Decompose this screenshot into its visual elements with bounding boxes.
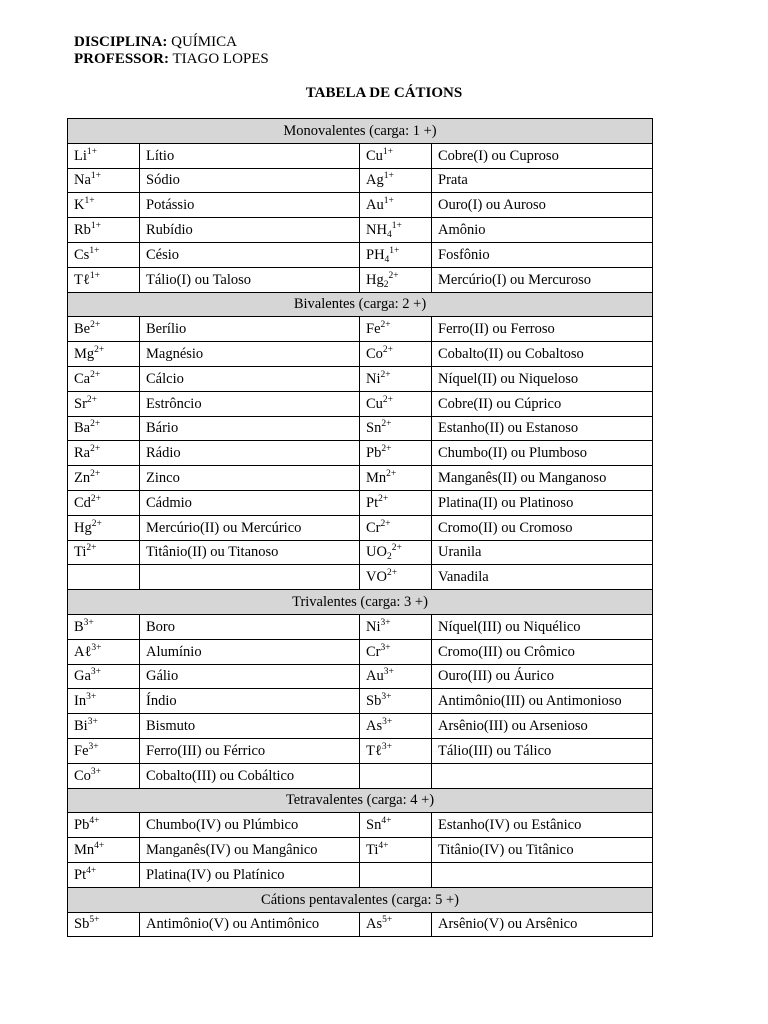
charge-superscript: 2+ [90, 320, 101, 331]
symbol-text: Pb [366, 445, 382, 462]
cation-name: Tálio(I) ou Taloso [140, 267, 360, 292]
discipline-label: DISCIPLINA: [74, 34, 168, 50]
group-header-row [68, 119, 653, 144]
symbol-text: Fe [74, 742, 89, 759]
table-row [68, 565, 653, 590]
charge-superscript: 2+ [90, 493, 102, 504]
cation-symbol [360, 416, 432, 441]
charge-superscript: 5+ [89, 915, 100, 926]
symbol-subscript: 2 [383, 279, 389, 290]
cation-name: Antimônio(V) ou Antimônico [140, 912, 360, 937]
cation-symbol [68, 466, 140, 491]
charge-superscript: 3+ [380, 642, 391, 653]
cation-symbol [68, 193, 140, 218]
cation-symbol [360, 242, 432, 267]
cation-symbol [68, 912, 140, 937]
cation-symbol [68, 738, 140, 763]
charge-superscript: 3+ [381, 741, 392, 752]
cation-name: Chumbo(II) ou Plumboso [432, 441, 653, 466]
charge-superscript: 5+ [382, 915, 393, 926]
charge-superscript: 2+ [386, 568, 398, 579]
cation-symbol [68, 838, 140, 863]
cation-name: Bismuto [140, 714, 360, 739]
symbol-text: Ca [74, 370, 91, 387]
charge-superscript: 3+ [87, 717, 98, 728]
cation-symbol [360, 490, 432, 515]
cation-symbol [360, 342, 432, 367]
symbol-text: Tℓ [74, 271, 90, 288]
cation-symbol [68, 168, 140, 193]
document-header [74, 34, 269, 68]
charge-superscript: 2+ [391, 543, 402, 554]
cation-name: Estanho(IV) ou Estânico [432, 813, 653, 838]
symbol-text: PH [366, 246, 385, 263]
cation-symbol [68, 342, 140, 367]
symbol-text: As [366, 916, 383, 933]
symbol-text: Mg [74, 346, 95, 363]
charge-superscript: 2+ [380, 518, 391, 529]
symbol-text: K [74, 197, 85, 214]
charge-superscript: 3+ [88, 741, 99, 752]
group-header-row [68, 788, 653, 813]
symbol-text: Be [74, 321, 91, 338]
symbol-text: Na [74, 172, 91, 189]
cation-name: Ferro(III) ou Férrico [140, 738, 360, 763]
cation-name: Mercúrio(I) ou Mercuroso [432, 267, 653, 292]
symbol-text: Co [74, 767, 91, 784]
symbol-text: Ni [366, 370, 381, 387]
charge-superscript: 1+ [383, 196, 394, 207]
cation-name: Vanadila [432, 565, 653, 590]
cation-symbol [360, 466, 432, 491]
symbol-text: Cr [366, 519, 381, 536]
symbol-text: NH [366, 222, 387, 239]
cation-symbol [68, 490, 140, 515]
table-row [68, 193, 653, 218]
charge-superscript: 1+ [89, 270, 100, 281]
cation-name: Arsênio(III) ou Arsenioso [432, 714, 653, 739]
symbol-text: Sb [74, 916, 90, 933]
cation-name: Estanho(II) ou Estanoso [432, 416, 653, 441]
charge-superscript: 4+ [86, 865, 97, 876]
charge-superscript: 2+ [90, 444, 101, 455]
cation-symbol [68, 416, 140, 441]
page-title: TABELA DE CÁTIONS [305, 85, 463, 101]
charge-superscript: 1+ [84, 196, 95, 207]
cation-symbol [360, 391, 432, 416]
symbol-text: Aℓ [74, 643, 92, 660]
table-row [68, 416, 653, 441]
table-row [68, 366, 653, 391]
symbol-text: Au [366, 668, 384, 685]
cations-table-body [68, 119, 653, 937]
group-header-row [68, 590, 653, 615]
charge-superscript: 3+ [86, 692, 97, 703]
discipline-line [74, 34, 269, 51]
cation-name: Cobre(II) ou Cúprico [432, 391, 653, 416]
charge-superscript: 3+ [383, 667, 394, 678]
charge-superscript: 2+ [94, 345, 105, 356]
symbol-text: Cr [366, 643, 381, 660]
charge-superscript: 2+ [382, 394, 394, 405]
symbol-text: Ba [74, 420, 91, 437]
charge-superscript: 3+ [90, 766, 102, 777]
cation-name: Cobalto(II) ou Cobaltoso [432, 342, 653, 367]
cation-name: Cálcio [140, 366, 360, 391]
symbol-text: Sn [366, 420, 382, 437]
table-row [68, 763, 653, 788]
cation-name: Gálio [140, 664, 360, 689]
cation-name: Cobre(I) ou Cuproso [432, 143, 653, 168]
symbol-text: Ti [74, 544, 87, 561]
cation-symbol [360, 218, 432, 243]
cations-table [67, 118, 653, 937]
charge-superscript: 2+ [90, 419, 101, 430]
charge-superscript: 2+ [386, 469, 397, 480]
cation-symbol [68, 267, 140, 292]
cation-symbol [68, 813, 140, 838]
symbol-text: Tℓ [366, 742, 382, 759]
cation-name: Titânio(IV) ou Titânico [432, 838, 653, 863]
cation-symbol [68, 639, 140, 664]
symbol-text: Pt [366, 494, 379, 511]
table-row [68, 168, 653, 193]
symbol-text: B [74, 618, 84, 635]
charge-superscript: 2+ [380, 320, 391, 331]
cation-name: Platina(IV) ou Platínico [140, 862, 360, 887]
symbol-text: Ga [74, 668, 91, 685]
symbol-text: Hg [366, 271, 384, 288]
cation-name: Tálio(III) ou Tálico [432, 738, 653, 763]
cation-symbol [360, 267, 432, 292]
charge-superscript: 2+ [382, 345, 394, 356]
table-row [68, 912, 653, 937]
cation-symbol [360, 862, 432, 887]
symbol-text: Mn [366, 470, 387, 487]
charge-superscript: 3+ [83, 617, 94, 628]
cation-name: Lítio [140, 143, 360, 168]
charge-superscript: 3+ [380, 617, 391, 628]
cation-symbol [360, 168, 432, 193]
cation-symbol [68, 515, 140, 540]
group-header-row [68, 292, 653, 317]
cation-symbol [68, 143, 140, 168]
cation-name: Alumínio [140, 639, 360, 664]
charge-superscript: 2+ [90, 369, 101, 380]
cation-name: Estrôncio [140, 391, 360, 416]
cation-symbol [360, 664, 432, 689]
symbol-text: VO [366, 569, 387, 586]
cation-name: Níquel(III) ou Niquélico [432, 614, 653, 639]
cation-name: Fosfônio [432, 242, 653, 267]
group-title: Bivalentes (carga: 2 +) [68, 292, 653, 317]
cation-name: Cromo(II) ou Cromoso [432, 515, 653, 540]
symbol-text: Hg [74, 519, 92, 536]
table-row [68, 738, 653, 763]
cation-name [432, 763, 653, 788]
group-header-row [68, 887, 653, 912]
charge-superscript: 2+ [381, 444, 392, 455]
symbol-text: Sn [366, 817, 382, 834]
cation-symbol [68, 540, 140, 565]
symbol-text: Pt [74, 866, 87, 883]
symbol-text: Mn [74, 842, 95, 858]
symbol-text: Ra [74, 445, 91, 462]
cation-name: Índio [140, 689, 360, 714]
cation-name: Zinco [140, 466, 360, 491]
cation-symbol [68, 218, 140, 243]
cation-name: Antimônio(III) ou Antimonioso [432, 689, 653, 714]
cation-symbol [68, 391, 140, 416]
cation-symbol [68, 689, 140, 714]
cation-name: Rubídio [140, 218, 360, 243]
table-row [68, 813, 653, 838]
cation-symbol [360, 738, 432, 763]
cation-symbol [68, 565, 140, 590]
table-row [68, 714, 653, 739]
charge-superscript: 2+ [381, 419, 392, 430]
charge-superscript: 4+ [378, 841, 389, 851]
charge-superscript: 3+ [382, 717, 393, 728]
charge-superscript: 3+ [91, 642, 102, 653]
table-row [68, 218, 653, 243]
table-row [68, 838, 653, 863]
group-title: Trivalentes (carga: 3 +) [68, 590, 653, 615]
cation-name [432, 862, 653, 887]
symbol-text: Rb [74, 222, 91, 239]
cation-symbol [360, 614, 432, 639]
cation-name: Manganês(IV) ou Mangânico [140, 838, 360, 863]
charge-superscript: 2+ [91, 518, 102, 529]
cation-name: Titânio(II) ou Titanoso [140, 540, 360, 565]
table-row [68, 342, 653, 367]
cation-name: Amônio [432, 218, 653, 243]
cation-name: Ferro(II) ou Ferroso [432, 317, 653, 342]
cation-symbol [360, 317, 432, 342]
professor-label: PROFESSOR: [74, 51, 170, 67]
table-row [68, 317, 653, 342]
symbol-text: Cd [74, 494, 91, 511]
charge-superscript: 2+ [90, 469, 101, 480]
symbol-text: Au [366, 197, 384, 214]
table-row [68, 664, 653, 689]
symbol-text: Co [366, 346, 383, 363]
group-title: Cátions pentavalentes (carga: 5 +) [68, 887, 653, 912]
cation-symbol [360, 639, 432, 664]
symbol-text: Sr [74, 395, 87, 412]
charge-superscript: 2+ [378, 493, 389, 504]
symbol-text: Ni [366, 618, 381, 635]
symbol-subscript: 4 [384, 254, 390, 265]
charge-superscript: 2+ [86, 543, 97, 554]
group-title: Tetravalentes (carga: 4 +) [68, 788, 653, 813]
cation-name: Mercúrio(II) ou Mercúrico [140, 515, 360, 540]
cation-name: Berílio [140, 317, 360, 342]
symbol-text: Cu [366, 147, 383, 164]
cation-symbol [360, 714, 432, 739]
group-title: Monovalentes (carga: 1 +) [68, 119, 653, 144]
cation-name: Prata [432, 168, 653, 193]
table-row [68, 614, 653, 639]
cation-symbol [68, 242, 140, 267]
symbol-text: Fe [366, 321, 381, 338]
charge-superscript: 2+ [86, 394, 98, 405]
cation-symbol [360, 515, 432, 540]
charge-superscript: 1+ [383, 171, 394, 182]
cation-symbol [68, 714, 140, 739]
table-row [68, 143, 653, 168]
charge-superscript: 1+ [389, 245, 400, 256]
cation-name: Cádmio [140, 490, 360, 515]
cation-symbol [68, 763, 140, 788]
symbol-text: Cs [74, 246, 90, 263]
cation-symbol [360, 193, 432, 218]
cation-symbol [68, 862, 140, 887]
table-row [68, 515, 653, 540]
cation-symbol [68, 441, 140, 466]
charge-superscript: 4+ [94, 841, 105, 851]
cation-symbol [68, 664, 140, 689]
cation-symbol [360, 441, 432, 466]
cation-name: Chumbo(IV) ou Plúmbico [140, 813, 360, 838]
professor-value: TIAGO LOPES [169, 51, 269, 67]
cation-name: Rádio [140, 441, 360, 466]
symbol-text: Ag [366, 172, 384, 189]
cation-name: Cromo(III) ou Crômico [432, 639, 653, 664]
charge-superscript: 4+ [381, 816, 392, 827]
professor-line [74, 51, 269, 68]
cation-symbol [360, 838, 432, 863]
table-row [68, 441, 653, 466]
cation-symbol [360, 763, 432, 788]
charge-superscript: 3+ [381, 692, 392, 703]
cation-name: Níquel(II) ou Niqueloso [432, 366, 653, 391]
symbol-text: Li [74, 147, 87, 164]
symbol-text: Ti [366, 842, 379, 858]
cation-name: Platina(II) ou Platinoso [432, 490, 653, 515]
cation-name: Arsênio(V) ou Arsênico [432, 912, 653, 937]
charge-superscript: 1+ [382, 146, 394, 157]
cation-symbol [360, 143, 432, 168]
cation-symbol [360, 813, 432, 838]
cation-name: Bário [140, 416, 360, 441]
charge-superscript: 1+ [89, 245, 100, 256]
cation-name: Césio [140, 242, 360, 267]
symbol-text: As [366, 718, 383, 735]
table-row [68, 242, 653, 267]
cation-symbol [360, 540, 432, 565]
charge-superscript: 2+ [388, 270, 399, 281]
discipline-value: QUÍMICA [167, 34, 237, 50]
cation-symbol [68, 614, 140, 639]
table-row [68, 862, 653, 887]
cation-name [140, 565, 360, 590]
charge-superscript: 4+ [89, 816, 100, 827]
symbol-text: Cu [366, 395, 383, 412]
symbol-text: Zn [74, 470, 91, 487]
table-row [68, 639, 653, 664]
charge-superscript: 3+ [90, 667, 102, 678]
table-row [68, 267, 653, 292]
symbol-text: Pb [74, 817, 90, 834]
cation-name: Boro [140, 614, 360, 639]
symbol-subscript: 4 [386, 230, 392, 241]
charge-superscript: 1+ [391, 221, 402, 232]
cation-name: Cobalto(III) ou Cobáltico [140, 763, 360, 788]
cation-name: Manganês(II) ou Manganoso [432, 466, 653, 491]
table-row [68, 391, 653, 416]
symbol-text: Bi [74, 718, 88, 735]
cation-symbol [360, 565, 432, 590]
charge-superscript: 1+ [90, 171, 102, 182]
charge-superscript: 1+ [90, 221, 102, 232]
cation-name: Ouro(I) ou Auroso [432, 193, 653, 218]
cation-symbol [360, 912, 432, 937]
symbol-text: In [74, 693, 87, 710]
charge-superscript: 1+ [86, 146, 97, 157]
symbol-text: Sb [366, 693, 382, 710]
charge-superscript: 2+ [380, 369, 391, 380]
cation-name: Magnésio [140, 342, 360, 367]
table-row [68, 466, 653, 491]
cation-name: Ouro(III) ou Áurico [432, 664, 653, 689]
table-row [68, 689, 653, 714]
cation-name: Potássio [140, 193, 360, 218]
cation-name: Uranila [432, 540, 653, 565]
cation-symbol [68, 366, 140, 391]
cation-symbol [360, 689, 432, 714]
table-row [68, 490, 653, 515]
symbol-text: UO [366, 544, 387, 561]
cation-symbol [68, 317, 140, 342]
cation-name: Sódio [140, 168, 360, 193]
cation-symbol [360, 366, 432, 391]
table-row [68, 540, 653, 565]
symbol-subscript: 2 [386, 552, 392, 563]
